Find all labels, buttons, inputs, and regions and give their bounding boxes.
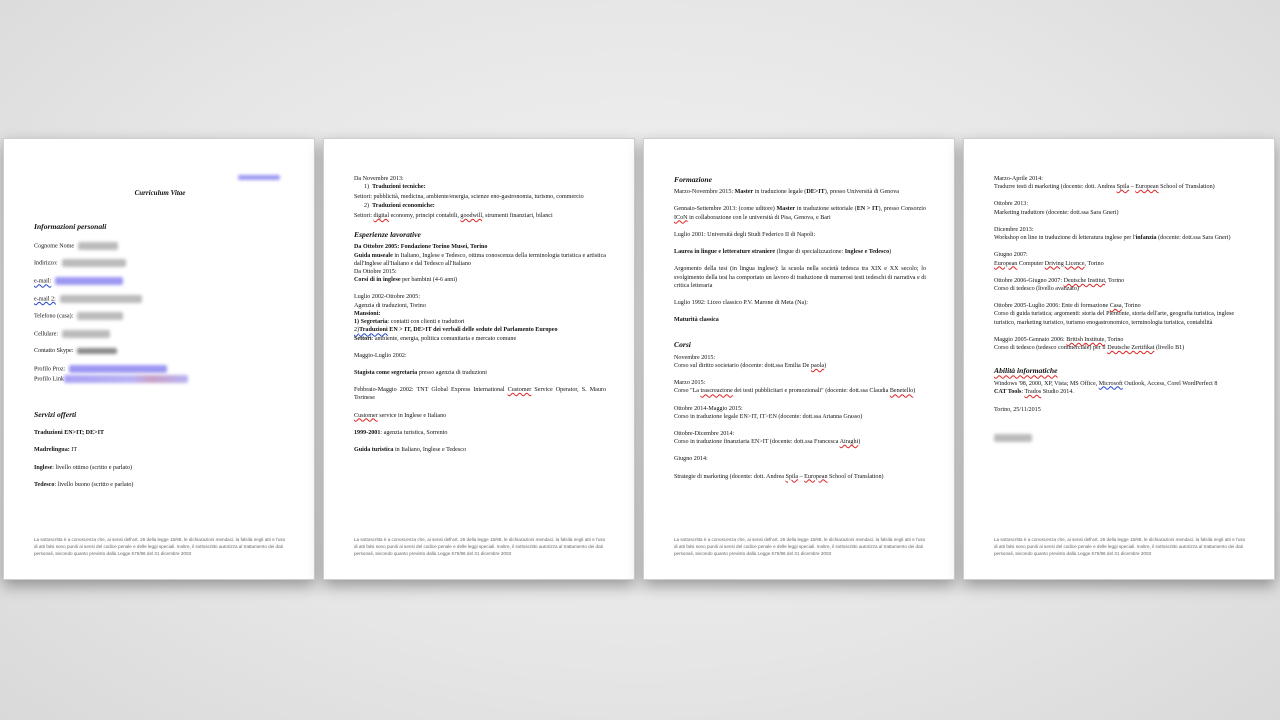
sectors-economic: Settori: digital economy, principi contabili, goodwill, strumenti finanziari, bilanci xyxy=(354,212,553,219)
redacted-value xyxy=(62,259,126,267)
redacted-value xyxy=(62,330,110,338)
course-date: Novembre 2015: xyxy=(674,354,716,361)
experience-description: Customer service in Inglese e Italiano xyxy=(354,412,447,419)
service-item: Madrelingua: IT xyxy=(34,447,78,454)
document-page-1[interactable] xyxy=(3,138,315,580)
education-item: Marzo-Novembre 2015: Master in traduzione legale (DE>IT), presso Università di Genova xyxy=(674,189,900,196)
course-description: Corso in traduzione legale EN>IT, IT>EN (docente: dott.ssa Arianna Grasso) xyxy=(674,413,863,420)
experience-title: Da Ottobre 2005: Fondazione Torino Musei, Torino xyxy=(354,244,488,251)
document-page-2[interactable] xyxy=(323,138,635,580)
page-footer-disclaimer: La sottoscritta è a conoscenza che, ai sensi dell'art. 26 della legge 15/68, le dichiarazioni mendaci, la falsità negli atti e l'uso di atti falsi sono puniti ai sensi del codice penale e delle leggi speciali. Inoltre, il sottoscritto autorizza al trattamento dei dati personali, secondo quanto previsto dalla Legge 675/96 del 31 dicembre 2003 xyxy=(34,537,286,556)
experience-description: Guida turistica in Italiano, Inglese e Tedesco xyxy=(354,447,467,454)
field-email-2: e-mail 2: xyxy=(34,295,286,304)
education-item: Maturità classica xyxy=(674,317,719,324)
section-heading-personal-info: Informazioni personali xyxy=(34,222,107,232)
course-date: Dicembre 2013: xyxy=(994,226,1034,233)
course-description: European Computer Driving Licence, Torino xyxy=(994,260,1104,267)
duty-item: 1) Segretaria: contatti con clienti e traduttori xyxy=(354,319,465,326)
duties-label: Mansioni: xyxy=(354,310,381,317)
field-skype: Contatto Skype: xyxy=(34,347,286,355)
redacted-value xyxy=(77,312,123,320)
skills-cat-tools: CAT Tools: Trados Studio 2014. xyxy=(994,388,1074,395)
field-proz: Profilo Proz: xyxy=(34,365,286,374)
education-item: Luglio 1992: Liceo classico P.V. Marone di Meta (Na): xyxy=(674,300,808,306)
service-item: Traduzioni EN>IT; DE>IT xyxy=(34,430,105,437)
field-mobile: Cellulare: xyxy=(34,330,286,339)
list-item-economic: 2) Traduzioni economiche: xyxy=(364,202,435,209)
course-date: Giugno 2007: xyxy=(994,252,1028,259)
experience-description: Corsi di in inglese per bambini (4-6 anni) xyxy=(354,277,458,284)
section-heading-education: Formazione xyxy=(674,175,712,184)
page-footer-disclaimer: La sottoscritta è a conoscenza che, ai sensi dell'art. 26 della legge 15/68, le dichiarazioni mendaci, la falsità negli atti e l'uso di atti falsi sono puniti ai sensi del codice penale e delle leggi speciali. Inoltre, il sottoscritto autorizza al trattamento dei dati personali, secondo quanto previsto dalla Legge 675/96 del 31 dicembre 2003 xyxy=(354,537,606,556)
field-email: e-mail: xyxy=(34,277,286,286)
thesis-description: Argomento della tesi (in lingua inglese): la scuola nella società tedesca tra XIX e XX secolo; lo svolgimento della tesi ha comportato un lavoro di traduzione di numerosi testi tedeschi di narrativa e di critica letteraria xyxy=(674,266,926,289)
course-description: Corso "La trascreazione dei testi pubblicitari e promozionali" (docente: dott.ssa Claudia Benetello) xyxy=(674,388,916,395)
experience-place: Agenzia di traduzioni, Torino xyxy=(354,302,426,309)
redacted-value xyxy=(78,242,118,250)
course-description: Workshop on line in traduzione di letteratura inglese per l'infanzia (docente: dott.ssa Sara Gneri) xyxy=(994,235,1231,242)
course-description: Corso in traduzione finanziaria EN>IT (docente: dott.ssa Francesca Airaghi) xyxy=(674,439,861,446)
since-date: Da Novembre 2013: xyxy=(354,176,404,182)
course-description: Corso di tedesco (tedesco commerciale) per il Deutsche Zertifikat (livello B1) xyxy=(994,345,1185,352)
duty-item: Settori: ambiente, energia, politica comunitaria e mercato comune xyxy=(354,335,517,342)
education-item: Gennaio-Settembre 2013: (come uditore) Master in traduzione settoriale (EN > IT), presso Consorzio ICoN in collaborazione con le università di Pisa, Genova, e Bari xyxy=(674,206,926,221)
sectors-technical: Settori: pubblicità, medicina, ambiente/energia, scienze eno-gastronomia, turismo, commercio xyxy=(354,194,584,201)
experience-description: Guida museale in Italiano, Inglese e Tedesco, ottima conoscenza della terminologia turistica e artistica dall'Inglese all'Italiano e dal Tedesco all'Italiano xyxy=(354,252,606,267)
section-heading-computer-skills: Abilità informatiche xyxy=(994,366,1058,376)
redacted-signature-blur xyxy=(994,434,1032,442)
document-title: Curriculum Vitae xyxy=(134,189,186,197)
course-description: Corso sul diritto societario (docente: dott.ssa Emilia De paola) xyxy=(674,362,827,369)
experience-date: Da Ottobre 2015: xyxy=(354,269,397,275)
skills-software: Windows '98, 2000, XP, Vista; MS Office, Microsoft Outlook, Access, Corel WordPerfect 8 xyxy=(994,380,1218,387)
experience-date: Maggio-Luglio 2002: xyxy=(354,352,407,359)
experience-description: 1999-2001: agenzia turistica, Sorrento xyxy=(354,429,448,436)
experience-description: Stagista come segretaria presso agenzia di traduzioni xyxy=(354,369,487,376)
service-item: Inglese: livello ottimo (scritto e parlato) xyxy=(34,464,132,471)
course-date: Ottobre 2005-Luglio 2006: Ente di formazione Casa, Torino xyxy=(994,303,1141,310)
course-description: Marketing traduttore (docente: dott.ssa Sara Gneri) xyxy=(994,209,1119,216)
section-heading-services: Servizi offerti xyxy=(34,409,77,419)
course-date: Ottobre 2013: xyxy=(994,201,1029,208)
course-date: Ottobre 2014-Maggio 2015: xyxy=(674,405,743,412)
experience-date: Luglio 2002-Ottobre 2005: xyxy=(354,294,421,301)
course-date: Marzo-Aprile 2014: xyxy=(994,176,1043,182)
course-description: Strategie di marketing (docente: dott. Andrea Spila – European School of Translation) xyxy=(674,473,884,480)
course-date: Ottobre-Dicembre 2014: xyxy=(674,431,735,437)
section-heading-courses: Corsi xyxy=(674,340,691,350)
place-date: Torino, 25/11/2015 xyxy=(994,406,1041,413)
redacted-link[interactable] xyxy=(69,365,167,373)
redacted-link[interactable] xyxy=(64,375,188,383)
field-address: Indirizzo: xyxy=(34,259,286,268)
page-footer-disclaimer: La sottoscritta è a conoscenza che, ai sensi dell'art. 26 della legge 15/68, le dichiarazioni mendaci, la falsità negli atti e l'uso di atti falsi sono puniti ai sensi del codice penale e delle leggi speciali. Inoltre, il sottoscritto autorizza al trattamento dei dati personali, secondo quanto previsto dalla Legge 675/96 del 31 dicembre 2003 xyxy=(674,537,926,556)
education-item: Laurea in lingue e letterature straniere (lingue di specializzazione: Inglese e Tedesco) xyxy=(674,249,892,256)
redacted-value xyxy=(60,295,142,303)
course-date: Maggio 2005-Gennaio 2006: British Institute, Torino xyxy=(994,336,1124,343)
course-date: Ottobre 2006-Giugno 2007: Deutsche Institut, Torino xyxy=(994,277,1125,284)
course-description: Corso di tedesco (livello avanzato) xyxy=(994,285,1079,292)
signature-redacted xyxy=(994,434,1246,443)
course-date: Marzo 2015: xyxy=(674,380,706,387)
redacted-email[interactable] xyxy=(55,277,123,285)
field-linkedin: Profilo Link xyxy=(34,375,286,384)
duty-item: 2)Traduzioni EN > IT, DE>IT dei verbali delle sedute del Parlamento Europeo xyxy=(354,327,558,334)
page-footer-disclaimer: La sottoscritta è a conoscenza che, ai sensi dell'art. 26 della legge 15/68, le dichiarazioni mendaci, la falsità negli atti e l'uso di atti falsi sono puniti ai sensi del codice penale e delle leggi speciali. Inoltre, il sottoscritto autorizza al trattamento dei dati personali, secondo quanto previsto dalla Legge 675/96 del 31 dicembre 2003 xyxy=(994,537,1246,556)
redacted-value xyxy=(77,348,117,354)
course-date: Giugno 2014: xyxy=(674,456,708,463)
service-item: Tedesco: livello buono (scritto e parlato) xyxy=(34,481,134,488)
section-heading-experience: Esperienze lavorative xyxy=(354,230,421,240)
document-page-4[interactable] xyxy=(963,138,1275,580)
document-page-3[interactable] xyxy=(643,138,955,580)
list-item-technical: 1) Traduzioni tecniche: xyxy=(364,184,426,191)
field-phone-home: Telefono (casa): xyxy=(34,312,286,321)
field-name: Cognome Nome xyxy=(34,242,286,251)
course-description: Tradurre testi di marketing (docente: dott. Andrea Spila – European School of Translation) xyxy=(994,184,1215,191)
experience-description: Febbraio-Maggio 2002: TNT Global Express International Customer Service Operator, S. Mauro Torinese xyxy=(354,387,606,402)
education-item: Luglio 2001: Università degli Studi Federico II di Napoli: xyxy=(674,231,816,238)
course-description: Corso di guida turistica; argomenti: storia del Piemonte, storia dell'arte, geografia turistica, inglese turistico, marketing turistico, turismo enogastronomico, terminologia turistica, contabilità xyxy=(994,311,1235,326)
